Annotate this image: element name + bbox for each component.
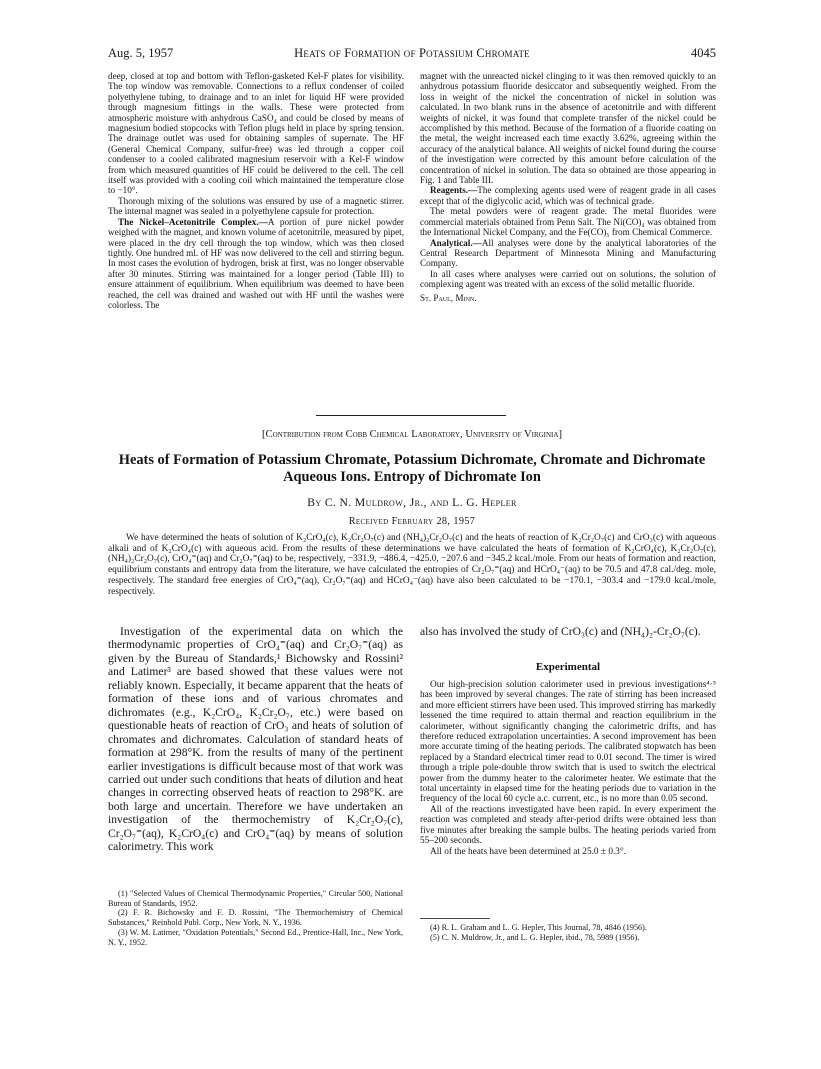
previous-article-left-column: [108, 71, 404, 310]
footnote: (2) F. R. Bichowsky and F. D. Rossini, "The Thermochemistry of Chemical Substances," Reinhold Publ. Corp., New York, N. Y., 1936.: [108, 908, 403, 928]
abstract: We have determined the heats of solution of K₂CrO₄(c), K₂Cr₂O₇(c) and (NH₄)₂Cr₂O₇(c) and the heats of reaction of K₂Cr₂O₇(c) and CrO₃(c) with aqueous alkali and of K₂CrO₄(c) with aqueous acid. From the results of these determinations we have calculated the heats of formation of K₂CrO₄(c), K₂Cr₂O₇(c), (NH₄)₂Cr₂O₇(c), CrO₄⁼(aq) and Cr₂O₇⁼(aq) to be, respectively, −331.9, −486.4, −425.0, −207.6 and −345.2 kcal./mole. From our heats of formation and reaction, equilibrium constants and entropy data from the literature, we have calculated the entropies of Cr₂O₇⁼(aq) and HCrO₄⁻(aq) to be 70.5 and 47.8 cal./deg. mole, respectively. The standard free energies of CrO₄⁼(aq), Cr₂O₇⁼(aq) and HCrO₄⁻(aq) have also been calculated to be −170.1, −303.4 and −179.0 kcal./mole, respectively.: [108, 533, 716, 597]
metals-paragraph: The metal powders were of reagent grade. The metal fluorides were commercial materials obtained from Penn Salt. The Ni(CO)₄ was obtained from the International Nickel Company, and the Fe(CO)₅ from Chemical Commerce.: [420, 206, 716, 238]
footnotes-right: [420, 918, 716, 942]
introduction-paragraph: Investigation of the experimental data on which the thermodynamic properties of CrO₄⁼(aq) and Cr₂O₇⁼(aq) as given by the Bureau of Standards,¹ Bichowsky and Rossini² and Latimer³ are based showed that these values were not reliably known. Especially, it became apparent that the heats of formation of these ions and of various chromates and dichromates (e.g., K₂CrO₄, K₂Cr₂O₇, etc.) were based on questionable heats of reaction of CrO₃ and heats of solution of chromates and dichromates. Calculation of standard heats of formation at 298°K. from the results of many of the pertinent earlier investigations is difficult because most of that work was carried out under such conditions that heats of dilution and heat changes in correcting observed heats of reaction to 298°K. are both large and uncertain. Therefore we have undertaken an investigation of the thermochemistry of K₂Cr₂O₇(c), Cr₂O₇⁼(aq), K₂CrO₄(c) and CrO₄⁼(aq) by means of solution calorimetry. This work: [108, 625, 403, 854]
previous-article-paragraph: magnet with the unreacted nickel clinging to it was then removed quickly to an anhydrous potassium fluoride desiccator and subsequently weighed. From the loss in weight of the nickel the concentration of nickel in solution was calculated. In two blank runs in the absence of acetonitrile and with different weights of nickel, it was found that complete transfer of the nickel could be accomplished by this method. Because of the formation of a fluoride coating on the metal, the weight increased each time exactly 3.62%, agreeing within the accuracy of the analytical balance. All weights of nickel found during the course of the investigation were corrected by this amount before calculation of the concentration of nickel in solution. The data so obtained are those appearing in Fig. 1 and Table III.: [420, 71, 716, 186]
reagents-heading: Reagents.—: [430, 185, 478, 196]
reagents-paragraph: [420, 185, 716, 206]
experimental-paragraph: Our high-precision solution calorimeter used in previous investigations⁴·⁵ has been improved by several changes. The rate of stirring has been increased and more efficient stirrers have been used. This improved stirring has markedly lessened the time required to attain thermal and reaction equilibrium in the calorimeter, without significantly changing the calorimetric drifts, and has therefore reduced extrapolation uncertainties. A second improvement has been more accurate timing of the heating periods. The calibrated stopwatch has been replaced by a Standard electrical timer read to 0.01 second. The timer is wired through a triple pole-double throw switch that is used to switch the electrical power from the dummy heater to the calorimeter heater. We estimate that the total uncertainty in elapsed time for the heating periods due to variation in the frequency of the local 60 cycle a.c. current, etc., is no more than 0.05 second.: [420, 680, 716, 805]
experimental-section: [420, 680, 716, 857]
experimental-heading: Experimental: [535, 661, 601, 673]
footnote: (3) W. M. Latimer, "Oxidation Potentials," Second Ed., Prentice-Hall, Inc., New York, N. Y., 1952.: [108, 927, 403, 947]
previous-article-paragraph: Thorough mixing of the solutions was ensured by use of a magnetic stirrer. The internal magnet was sealed in a polyethylene capsule for protection.: [108, 195, 404, 217]
introduction-column: [108, 625, 403, 854]
header-date: Aug. 5, 1957: [108, 46, 174, 60]
received-date: Received February 28, 1957: [348, 516, 476, 527]
previous-article-paragraph: deep, closed at top and bottom with Teflon-gasketed Kel-F plates for visibility. The top window was removable. Connections to a reflux condenser of coiled polyethylene tubing, to drainage and to an inlet for liquid HF were provided through magnesium fittings in the walls. These were protected from atmospheric moisture with anhydrous CaSO₄ and could be closed by means of magnesium bodied stopcocks with Teflon plugs held in place by spring tension. The drainage outlet was used for obtaining samples of supernate. The HF (General Chemical Company, sulfur-free) was led through a copper coil condenser to a cooled calibrated magnesium reservoir with a Kel-F window from which measured quantities of HF could be delivered to the cell. The cell itself was provided with a cooling coil which maintained the temperature close to −10°.: [108, 71, 404, 196]
section-divider: [316, 415, 506, 416]
analytical-paragraph: [420, 238, 716, 269]
page-number: 4045: [691, 46, 716, 60]
footnote: (5) C. N. Muldrow, Jr., and L. G. Hepler, ibid., 78, 5989 (1956).: [430, 932, 640, 942]
analytical-heading: Analytical.—: [430, 237, 482, 248]
analytical-text: All analyses were done by the analytical laboratories of the Central Research Department of Minnesota Mining and Manufacturing Company.: [420, 237, 716, 269]
nickel-complex-paragraph: [108, 217, 404, 311]
nickel-complex-heading: The Nickel–Acetonitrile Complex.—: [118, 216, 268, 227]
footnotes-left: [108, 889, 403, 947]
nickel-complex-text: A portion of pure nickel powder weighed with the magnet, and known volume of acetonitrile, measured by pipet, were placed in the dry cell through the top window, which was then closed tightly. One hundred ml. of HF was now delivered to the cell and stirring begun. In most cases the evolution of hydrogen, brisk at first, was no longer observable after 30 minutes. Stirring was maintained for a longer period (Table III) to ensure attainment of equilibrium. When equilibrium was deemed to have been reached, the cell was drained and washed out with HF until the washes were colorless. The: [108, 216, 404, 310]
footnote: (4) R. L. Graham and L. G. Hepler, This Journal, 78, 4846 (1956).: [430, 923, 647, 932]
introduction-continuation: also has involved the study of CrO₃(c) and (NH₄)₂-Cr₂O₇(c).: [420, 625, 701, 638]
footnote: (1) "Selected Values of Chemical Thermodynamic Properties," Circular 500, National Bureau of Standards, 1952.: [108, 889, 403, 908]
reagents-text: The complexing agents used were of reagent grade in all cases except that of the diglycolic acid, which was of technical grade.: [420, 185, 716, 206]
authors-line: By C. N. Muldrow, Jr., and L. G. Hepler: [307, 496, 517, 509]
analytical-note: In all cases where analyses were carried out on solutions, the solution of complexing agent was treated with an excess of the solid metallic fluoride.: [420, 268, 716, 290]
experimental-paragraph: All of the reactions investigated have been rapid. In every experiment the reaction was completed and steady after-period drifts were obtained less than five minutes after breaking the sample bulbs. The heating periods varied from 55–200 seconds.: [420, 804, 716, 847]
running-title: Heats of Formation of Potassium Chromate: [294, 46, 530, 60]
footnote-rule: [420, 918, 490, 919]
experimental-paragraph: All of the heats have been determined at 25.0 ± 0.3°.: [430, 846, 626, 857]
page-header: [108, 46, 716, 64]
location-line: St. Paul, Minn.: [420, 292, 477, 303]
article-title: Heats of Formation of Potassium Chromate, Potassium Dichromate, Chromate and Dichromate Aqueous Ions. Entropy of Dichromate Ion: [118, 452, 706, 485]
previous-article-right-column: [420, 71, 716, 303]
contribution-line: [Contribution from Cobb Chemical Laboratory, University of Virginia]: [262, 429, 562, 440]
